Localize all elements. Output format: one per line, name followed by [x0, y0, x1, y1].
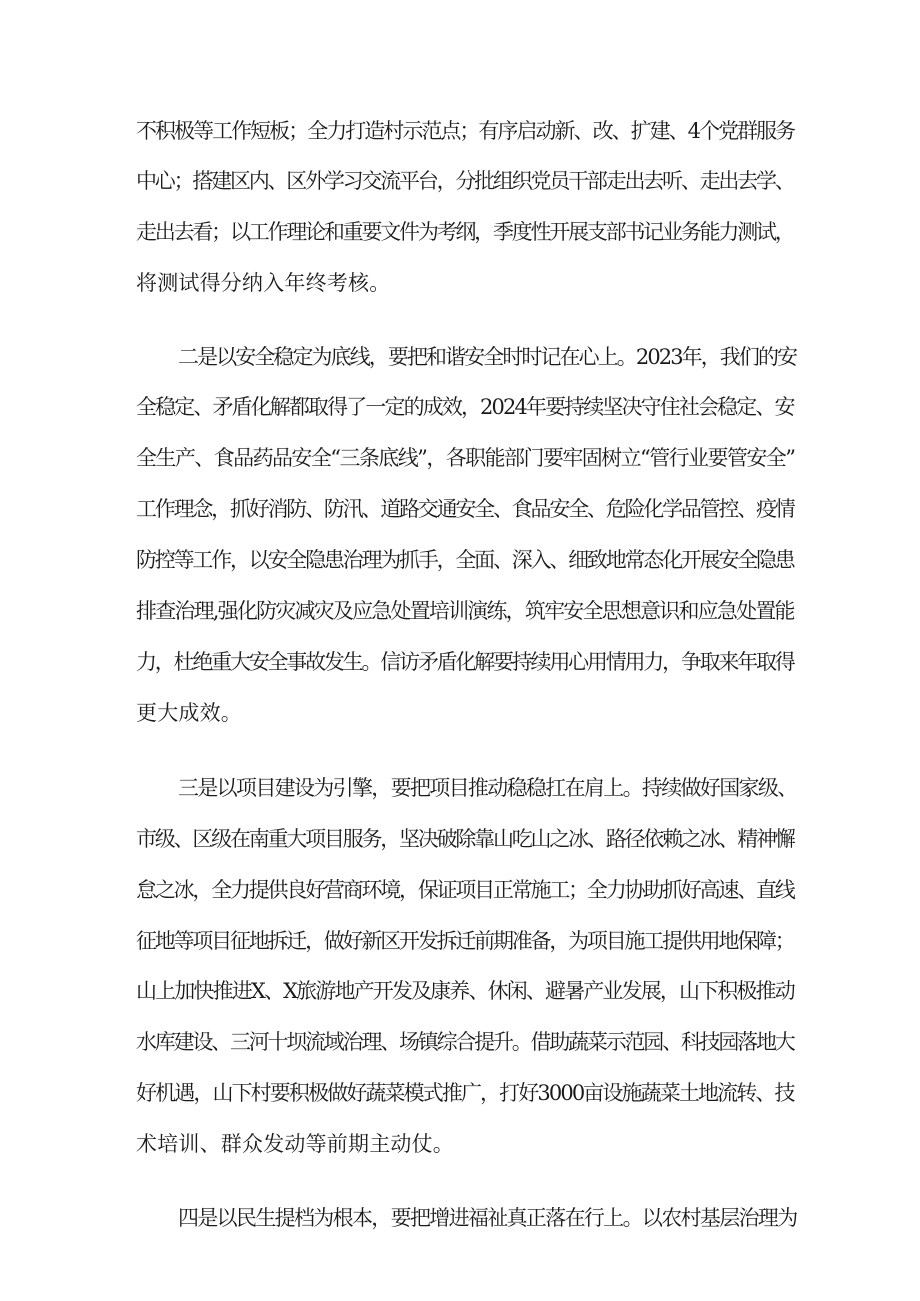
paragraph-line: 怠之冰，全力提供良好营商环境，保证项目正常施工；全力协助抓好高速、直线 [136, 878, 794, 902]
paragraph-line: 水库建设、三河十坝流域治理、场镇综合提升。借助蔬菜示范园、科技园落地大 [136, 1030, 794, 1054]
paragraph-line: 不积极等工作短板；全力打造村示范点；有序启动新、改、扩建、4个党群服务 [136, 119, 795, 143]
paragraph-line: 四是以民生提档为根本，要把增进福祉真正落在行上。以农村基层治理为 [178, 1206, 797, 1230]
paragraph-line: 好机遇，山下村要积极做好蔬菜模式推广，打好3000亩设施蔬菜土地流转、技 [136, 1081, 794, 1105]
paragraph-line: 更大成效。 [136, 701, 242, 725]
paragraph-line: 走出去看；以工作理论和重要文件为考纲，季度性开展支部书记业务能力测试， [136, 220, 794, 244]
paragraph-line: 术培训、群众发动等前期主动仗。 [136, 1132, 454, 1156]
paragraph-line: 中心；搭建区内、区外学习交流平台，分批组织党员干部走出去听、走出去学、 [136, 169, 794, 193]
paragraph-line: 市级、区级在南重大项目服务，坚决破除靠山吃山之冰、路径依赖之冰、精神懈 [136, 827, 794, 851]
paragraph-line: 将测试得分纳入年终考核。 [136, 271, 391, 295]
paragraph-line: 征地等项目征地拆迁，做好新区开发拆迁前期准备，为项目施工提供用地保障； [136, 929, 794, 953]
paragraph-line: 全稳定、矛盾化解都取得了一定的成效，2024年要持续坚决守住社会稳定、安 [136, 395, 794, 419]
paragraph-line: 排查治理,强化防灾减灾及应急处置培训演练，筑牢安全思想意识和应急处置能 [136, 599, 794, 623]
paragraph-line: 全生产、食品药品安全“三条底线”，各职能部门要牢固树立“管行业要管安全” [136, 446, 795, 470]
paragraph-line: 工作理念，抓好消防、防汛、道路交通安全、食品安全、危险化学品管控、疫情 [136, 497, 794, 521]
paragraph-line: 力，杜绝重大安全事故发生。信访矛盾化解要持续用心用情用力，争取来年取得 [136, 650, 794, 674]
paragraph-line: 山上加快推进X、X旅游地产开发及康养、休闲、避暑产业发展，山下积极推动 [136, 979, 794, 1003]
paragraph-line: 三是以项目建设为引擎，要把项目推动稳稳扛在肩上。持续做好国家级、 [178, 776, 797, 800]
paragraph-line: 二是以安全稳定为底线，要把和谐安全时时记在心上。2023年，我们的安 [178, 345, 797, 369]
paragraph-line: 防控等工作，以安全隐患治理为抓手，全面、深入、细致地常态化开展安全隐患 [136, 548, 794, 572]
